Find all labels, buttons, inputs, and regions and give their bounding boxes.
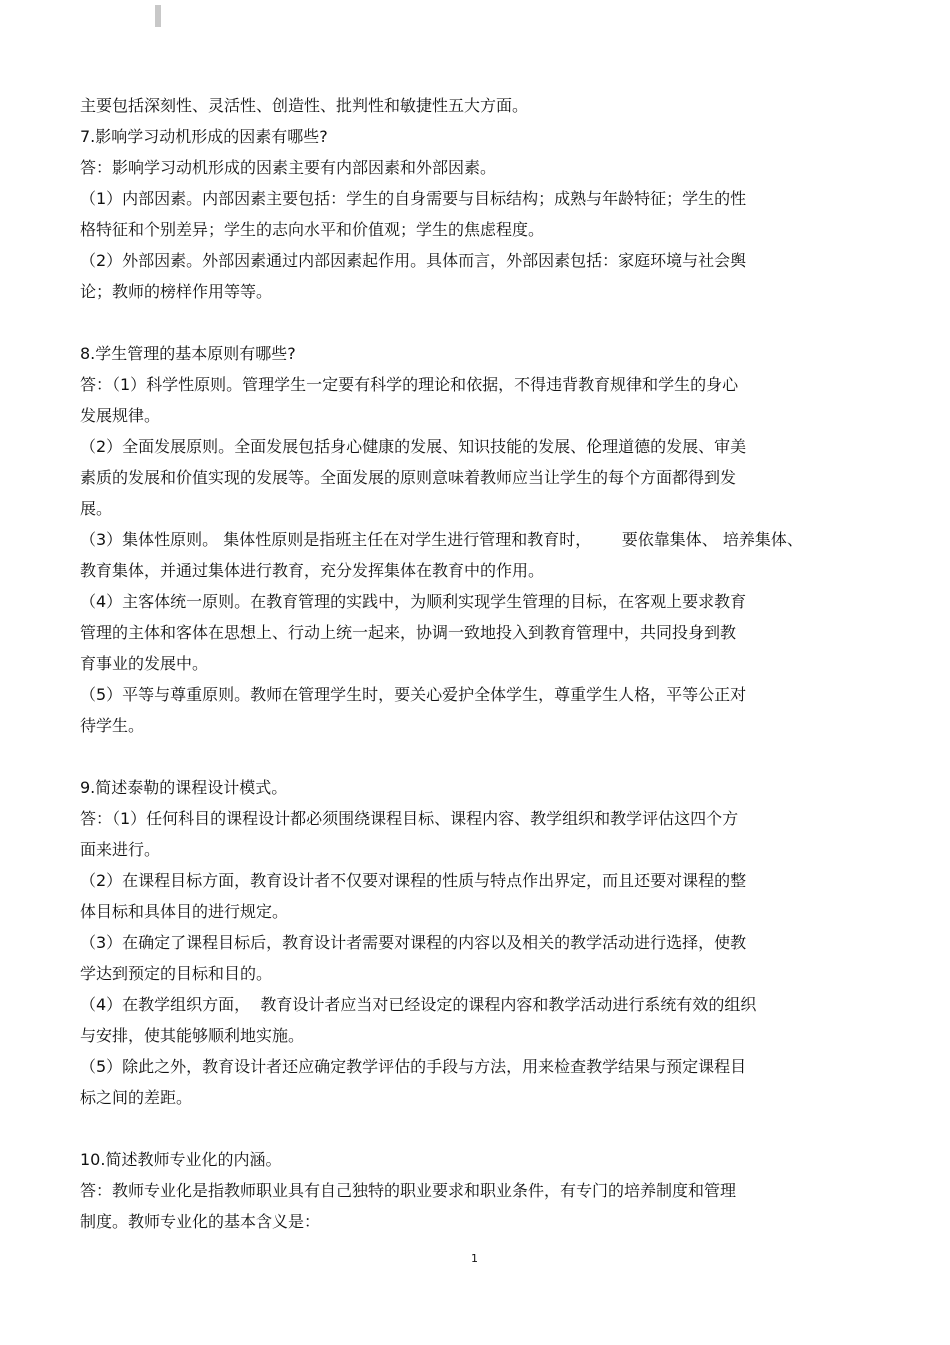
question-heading: 10.简述教师专业化的内涵。 [80,1150,282,1169]
text-line: 与安排，使其能够顺利地实施。 [80,1026,305,1045]
text-line: 发展规律。 [80,406,161,425]
text-line: 制度。教师专业化的基本含义是： [80,1212,321,1231]
text-line: 答：（1）任何科目的课程设计都必须围绕课程目标、课程内容、教学组织和教学评估这四个方 [80,809,739,828]
text-line: 教育集体，并通过集体进行教育，充分发挥集体在教育中的作用。 [80,561,545,580]
text-line: 标之间的差距。 [80,1088,193,1107]
text-line: 育事业的发展中。 [80,654,209,673]
text-line: （5）平等与尊重原则。教师在管理学生时，要关心爱护全体学生，尊重学生人格，平等公正对 [80,685,747,704]
paragraph-gap [80,1113,880,1144]
text-line: 管理的主体和客体在思想上、行动上统一起来，协调一致地投入到教育管理中，共同投身到教 [80,623,737,642]
paragraph-gap [80,741,880,772]
question-heading: 9.简述泰勒的课程设计模式。 [80,778,288,797]
text-line: （4）在教学组织方面， 教育设计者应当对已经设定的课程内容和教学活动进行系统有效的组织 [80,995,757,1014]
text-line: （5）除此之外，教育设计者还应确定教学评估的手段与方法，用来检查教学结果与预定课程目 [80,1057,747,1076]
document-body [80,90,880,1237]
question-heading: 7.影响学习动机形成的因素有哪些? [80,127,328,146]
text-line: （4）主客体统一原则。在教育管理的实践中，为顺利实现学生管理的目标，在客观上要求教育 [80,592,747,611]
text-line: 面来进行。 [80,840,161,859]
question-heading: 8.学生管理的基本原则有哪些? [80,344,296,363]
text-line: 展。 [80,499,113,518]
text-line: 素质的发展和价值实现的发展等。全面发展的原则意味着教师应当让学生的每个方面都得到发 [80,468,737,487]
text-line: 体目标和具体目的进行规定。 [80,902,289,921]
scan-mark [155,5,161,27]
text-line: 答：影响学习动机形成的因素主要有内部因素和外部因素。 [80,158,497,177]
text-line: （2）在课程目标方面，教育设计者不仅要对课程的性质与特点作出界定，而且还要对课程的整 [80,871,747,890]
text-line: （1）内部因素。内部因素主要包括：学生的自身需要与目标结构；成熟与年龄特征；学生的性 [80,189,747,208]
text-line: 学达到预定的目标和目的。 [80,964,273,983]
text-line: （3）在确定了课程目标后，教育设计者需要对课程的内容以及相关的教学活动进行选择，使教 [80,933,747,952]
text-line: 主要包括深刻性、灵活性、创造性、批判性和敏捷性五大方面。 [80,96,529,115]
text-line: 答：教师专业化是指教师职业具有自己独特的职业要求和职业条件，有专门的培养制度和管理 [80,1181,737,1200]
text-line: 格特征和个别差异；学生的志向水平和价值观；学生的焦虑程度。 [80,220,545,239]
paragraph-gap [80,307,880,338]
text-line: 答：（1）科学性原则。管理学生一定要有科学的理论和依据，不得违背教育规律和学生的身心 [80,375,739,394]
text-line: （3）集体性原则。 集体性原则是指班主任在对学生进行管理和教育时， 要依靠集体、 培养集体、 [80,530,803,549]
text-line: （2）外部因素。外部因素通过内部因素起作用。具体而言，外部因素包括：家庭环境与社会舆 [80,251,747,270]
text-line: 待学生。 [80,716,145,735]
page-number: 1 [471,1252,478,1265]
text-line: 论；教师的榜样作用等等。 [80,282,273,301]
text-line: （2）全面发展原则。全面发展包括身心健康的发展、知识技能的发展、伦理道德的发展、审美 [80,437,747,456]
